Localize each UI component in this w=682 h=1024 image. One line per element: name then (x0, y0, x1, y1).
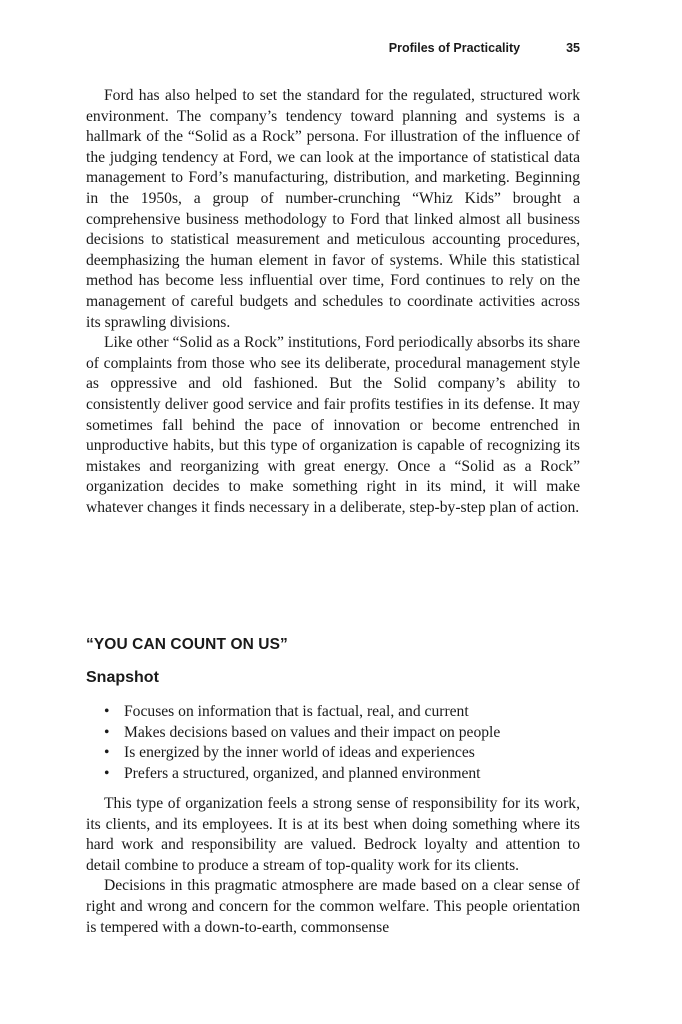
list-item: • Prefers a structured, organized, and planned environment (86, 764, 580, 785)
body-section-count-on-us (86, 794, 580, 938)
section-heading: “YOU CAN COUNT ON US” (86, 636, 288, 653)
list-item: • Focuses on information that is factual, real, and current (86, 702, 580, 723)
list-item: • Is energized by the inner world of ideas and experiences (86, 743, 580, 764)
running-title: Profiles of Practicality (388, 41, 521, 55)
body-section-ford (86, 86, 580, 518)
page-number: 35 (566, 41, 580, 55)
running-header (86, 41, 580, 55)
paragraph: This type of organization feels a strong sense of responsibility for its work, its clients, and its employees. It is at its best when doing something where its hard work and responsibility are valued. Bedrock loyalty and attention to detail combine to produce a stream of top-quality work for its clients. (86, 795, 580, 874)
paragraph: Like other “Solid as a Rock” institutions, Ford periodically absorbs its share of complaints from those who see its deliberate, procedural management style as oppressive and old fashioned. But the Solid company’s ability to consistently deliver good service and fair profits testifies in its defense. It may sometimes fall behind the pace of innovation or become entrenched in unproductive habits, but this type of organization is capable of recognizing its mistakes and reorganizing with great energy. Once a “Solid as a Rock” organization decides to make something right in its mind, it will make whatever changes it finds necessary in a deliberate, step-by-step plan of action. (86, 334, 580, 516)
paragraph: Ford has also helped to set the standard for the regulated, structured work environment. The company’s tendency toward planning and systems is a hallmark of the “Solid as a Rock” persona. For illustration of the influence of the judging tendency at Ford, we can look at the importance of statistical data management to Ford’s manufacturing, distribution, and marketing. Beginning in the 1950s, a group of number-crunching “Whiz Kids” brought a comprehensive business methodology to Ford that linked almost all business decisions to statistical measurement and meticulous accounting procedures, deemphasizing the human element in favor of systems. While this statistical method has become less influential over time, Ford continues to rely on the management of careful budgets and schedules to coordinate activities across its sprawling divisions. (86, 87, 580, 331)
subsection-heading: Snapshot (86, 669, 159, 686)
snapshot-list (86, 702, 580, 784)
list-item: • Makes decisions based on values and their impact on people (86, 723, 580, 744)
paragraph: Decisions in this pragmatic atmosphere are made based on a clear sense of right and wrong and concern for the common welfare. This people orientation is tempered with a down-to-earth, commonsense (86, 877, 580, 936)
